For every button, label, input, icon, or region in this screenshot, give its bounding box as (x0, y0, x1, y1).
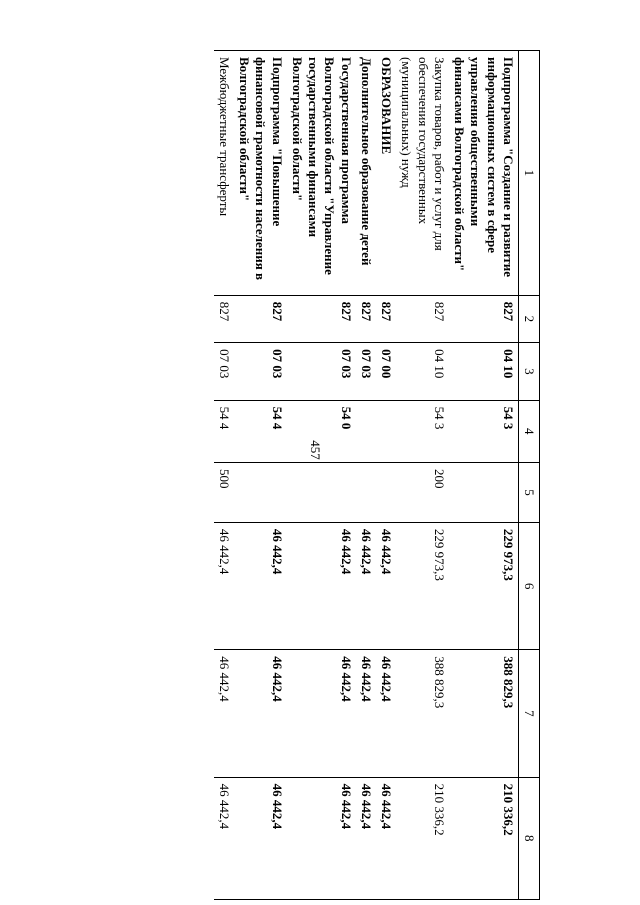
col-header-8: 8 (519, 777, 540, 899)
row-type (287, 462, 356, 522)
row-value-6: 46 442,4 (356, 522, 376, 649)
row-code: 827 (214, 295, 234, 342)
row-value-6: 229 973,3 (449, 522, 519, 649)
row-name: Закупка товаров, работ и услуг для обеспечения государственных (муниципальных) нужд (396, 51, 449, 296)
row-type (376, 462, 396, 522)
table-row (287, 51, 356, 900)
row-value-8: 46 442,4 (376, 777, 396, 899)
row-value-6: 46 442,4 (287, 522, 356, 649)
table-row (449, 51, 519, 900)
row-value-8: 46 442,4 (356, 777, 376, 899)
row-type: 200 (396, 462, 449, 522)
row-section: 04 10 (396, 343, 449, 400)
col-header-4: 4 (519, 400, 540, 462)
row-target: 54 0 (287, 400, 356, 462)
row-value-8: 210 336,2 (396, 777, 449, 899)
col-header-1: 1 (519, 51, 540, 296)
row-type (449, 462, 519, 522)
row-code: 827 (449, 295, 519, 342)
row-target (356, 400, 376, 462)
budget-table (214, 50, 540, 900)
row-value-8: 46 442,4 (287, 777, 356, 899)
row-type (356, 462, 376, 522)
row-target: 54 3 (396, 400, 449, 462)
table-row (396, 51, 449, 900)
row-value-7: 388 829,3 (449, 650, 519, 777)
row-type: 500 (214, 462, 234, 522)
col-header-3: 3 (519, 343, 540, 400)
row-name: Дополнительное образование детей (356, 51, 376, 296)
row-section: 04 10 (449, 343, 519, 400)
table-row (214, 51, 234, 900)
row-section: 07 03 (234, 343, 287, 400)
row-value-6: 46 442,4 (234, 522, 287, 649)
col-header-7: 7 (519, 650, 540, 777)
row-value-7: 46 442,4 (356, 650, 376, 777)
row-value-7: 46 442,4 (214, 650, 234, 777)
row-value-6: 46 442,4 (376, 522, 396, 649)
row-section: 07 03 (214, 343, 234, 400)
row-code: 827 (234, 295, 287, 342)
col-header-5: 5 (519, 462, 540, 522)
row-value-6: 229 973,3 (396, 522, 449, 649)
page-number: 457 (308, 440, 323, 460)
row-target: 54 3 (449, 400, 519, 462)
row-name: Межбюджетные трансферты (214, 51, 234, 296)
row-value-7: 46 442,4 (376, 650, 396, 777)
header-row (519, 51, 540, 900)
row-value-8: 210 336,2 (449, 777, 519, 899)
row-target: 54 4 (234, 400, 287, 462)
table-body (214, 51, 519, 900)
row-value-6: 46 442,4 (214, 522, 234, 649)
row-code: 827 (396, 295, 449, 342)
row-value-7: 388 829,3 (396, 650, 449, 777)
row-value-8: 46 442,4 (214, 777, 234, 899)
row-target: 54 4 (214, 400, 234, 462)
table-row (234, 51, 287, 900)
row-name: Подпрограмма "Создание и развитие информационных систем в сфере управления общественными финансами Волгоградской области" (449, 51, 519, 296)
col-header-6: 6 (519, 522, 540, 649)
row-value-8: 46 442,4 (234, 777, 287, 899)
row-name: ОБРАЗОВАНИЕ (376, 51, 396, 296)
row-code: 827 (287, 295, 356, 342)
row-section: 07 00 (376, 343, 396, 400)
row-value-7: 46 442,4 (234, 650, 287, 777)
row-section: 07 03 (356, 343, 376, 400)
row-name: Подпрограмма "Повышение финансовой грамотности населения в Волгоградской области" (234, 51, 287, 296)
row-section: 07 03 (287, 343, 356, 400)
row-name: Государственная программа Волгоградской области "Управление государственными финансами Волгоградской области" (287, 51, 356, 296)
col-header-2: 2 (519, 295, 540, 342)
row-value-7: 46 442,4 (287, 650, 356, 777)
row-code: 827 (356, 295, 376, 342)
table-row (356, 51, 376, 900)
row-code: 827 (376, 295, 396, 342)
row-target (376, 400, 396, 462)
table-row (376, 51, 396, 900)
row-type (234, 462, 287, 522)
rotated-table-container (72, 50, 540, 900)
